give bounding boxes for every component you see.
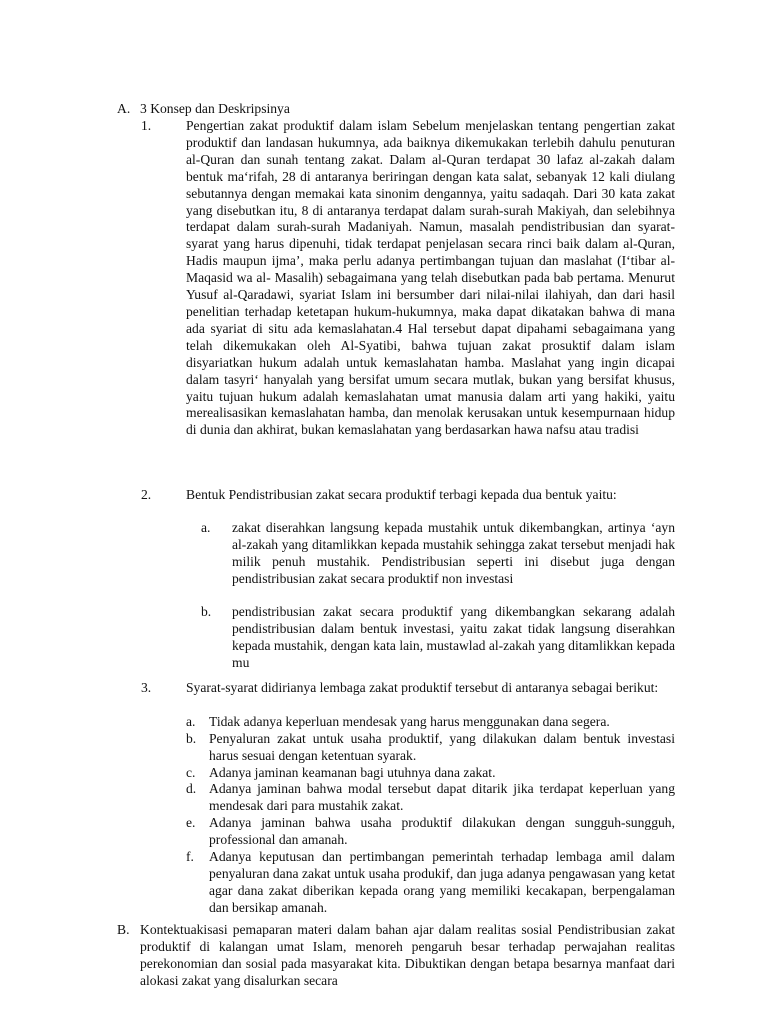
item-2-paragraph: Bentuk Pendistribusian zakat secara produktif terbagi kepada dua bentuk yaitu: (186, 487, 617, 502)
item-1-marker: 1. (141, 118, 152, 133)
item-3d-marker: d. (186, 781, 197, 796)
item-3d-text: Adanya jaminan bahwa modal tersebut dapat ditarik jika terdapat keperluan yang mendesak dari para mustahik zakat. (209, 781, 675, 813)
item-3a-text: Tidak adanya keperluan mendesak yang harus menggunakan dana segera. (209, 714, 610, 729)
item-3e-marker: e. (186, 815, 196, 830)
item-2-marker: 2. (141, 487, 152, 502)
item-2a-marker: a. (201, 520, 211, 535)
item-2a-text: zakat diserahkan langsung kepada mustahik untuk dikembangkan, artinya ‘ayn al-zakah yang ditamlikkan kepada mustahik sehingga zakat tersebut menjadi hak milik penuh mustahik. Pendistribusian seperti ini disebut juga dengan pendistribusian zakat secara produktif non investasi (232, 520, 675, 586)
item-3f-text: Adanya keputusan dan pertimbangan pemerintah terhadap lembaga amil dalam penyaluran dana zakat untuk usaha produkif, dan juga adanya pengawasan yang ketat agar dana zakat diberikan kepada orang yang memiliki kecakapan, berpengalaman dan bersikap amanah. (209, 849, 675, 915)
section-b-marker: B. (117, 922, 130, 937)
item-3b-text: Penyaluran zakat untuk usaha produktif, yang dilakukan dalam bentuk investasi harus sesuai dengan ketentuan syarak. (209, 731, 675, 763)
item-3c-marker: c. (186, 765, 196, 780)
item-3f-marker: f. (186, 849, 194, 864)
section-b-paragraph: Kontektuakisasi pemaparan materi dalam bahan ajar dalam realitas sosial Pendistribusian zakat produktif di kalangan umat Islam, menoreh pengaruh besar terhadap perwajahan realitas perekonomian dan sosial pada masyarakat kita. Dibuktikan dengan betapa besarnya manfaat dari alokasi zakat yang disalurkan secara (140, 922, 675, 988)
item-3-paragraph: Syarat-syarat didirianya lembaga zakat produktif tersebut di antaranya sebagai berikut: (186, 680, 659, 695)
item-2b-text: pendistribusian zakat secara produktif yang dikembangkan sekarang adalah pendistribusian dalam bentuk investasi, yaitu zakat tidak langsung diserahkan kepada mustahik, dengan kata lain, mustawlad al-zakah yang ditamlikkan kepada mu (232, 604, 675, 670)
item-1-paragraph: Pengertian zakat produktif dalam islam Sebelum menjelaskan tentang pengertian zakat produktif dan landasan hukumnya, ada baiknya dikemukakan terlebih dahulu penuturan al-Quran dan sunah tentang zakat. Dalam al-Quran terdapat 30 lafaz al-zakah dalam bentuk ma‘rifah, 28 di antaranya beriringan dengan kata salat, sebanyak 12 kali diulang sebutannya dengan memakai kata sinonim dengannya, yaitu sadaqah. Dari 30 kata zakat yang disebutkan itu, 8 di antaranya terdapat dalam surah-surah Makiyah, dan selebihnya terdapat dalam surah-surah Madaniyah. Namun, masalah pendistribusian dan syarat-syarat yang harus dipenuhi, tidak terdapat penjelasan secara rinci baik dalam al-Quran, Hadis maupun ijma’, maka perlu adanya pertimbangan tujuan dan maslahat (I‘tibar al-Maqasid wa al- Masalih) sebagaimana yang telah disebutkan pada bab pertama. Menurut Yusuf al-Qaradawi, syariat Islam ini bersumber dari nilai-nilai ilahiyah, dan dari hasil penelitian terhadap ketetapan hukum-hukumnya, maka dapat dikatakan bahwa di mana ada syariat di situ ada kemaslahatan.4 Hal tersebut dapat dipahami sebagaimana yang telah dikemukakan oleh Al-Syatibi, bahwa tujuan zakat prosuktif dalam islam disyariatkan hukum adalah untuk kemaslahatan hamba. Maslahat yang ingin dicapai dalam tasyri‘ hanyalah yang bersifat umum secara mutlak, bukan yang bersifat khusus, yaitu tujuan hukum adalah kemaslahatan umat manusia dalam arti yang hakiki, yaitu merealisasikan kemaslahatan hamba, dan menolak kerusakan untuk kesempurnaan hidup di dunia dan akhirat, bukan kemaslahatan yang berdasarkan hawa nafsu atau tradisi (186, 118, 675, 438)
item-3e-text: Adanya jaminan bahwa usaha produktif dilakukan dengan sungguh-sungguh, professional dan amanah. (209, 815, 675, 847)
section-a-heading: 3 Konsep dan Deskripsinya (140, 101, 290, 116)
item-3-marker: 3. (141, 680, 152, 695)
item-3b-marker: b. (186, 731, 197, 746)
item-2b-marker: b. (201, 604, 212, 619)
item-3c-text: Adanya jaminan keamanan bagi utuhnya dana zakat. (209, 765, 496, 780)
item-3a-marker: a. (186, 714, 196, 729)
section-a-marker: A. (117, 101, 131, 116)
